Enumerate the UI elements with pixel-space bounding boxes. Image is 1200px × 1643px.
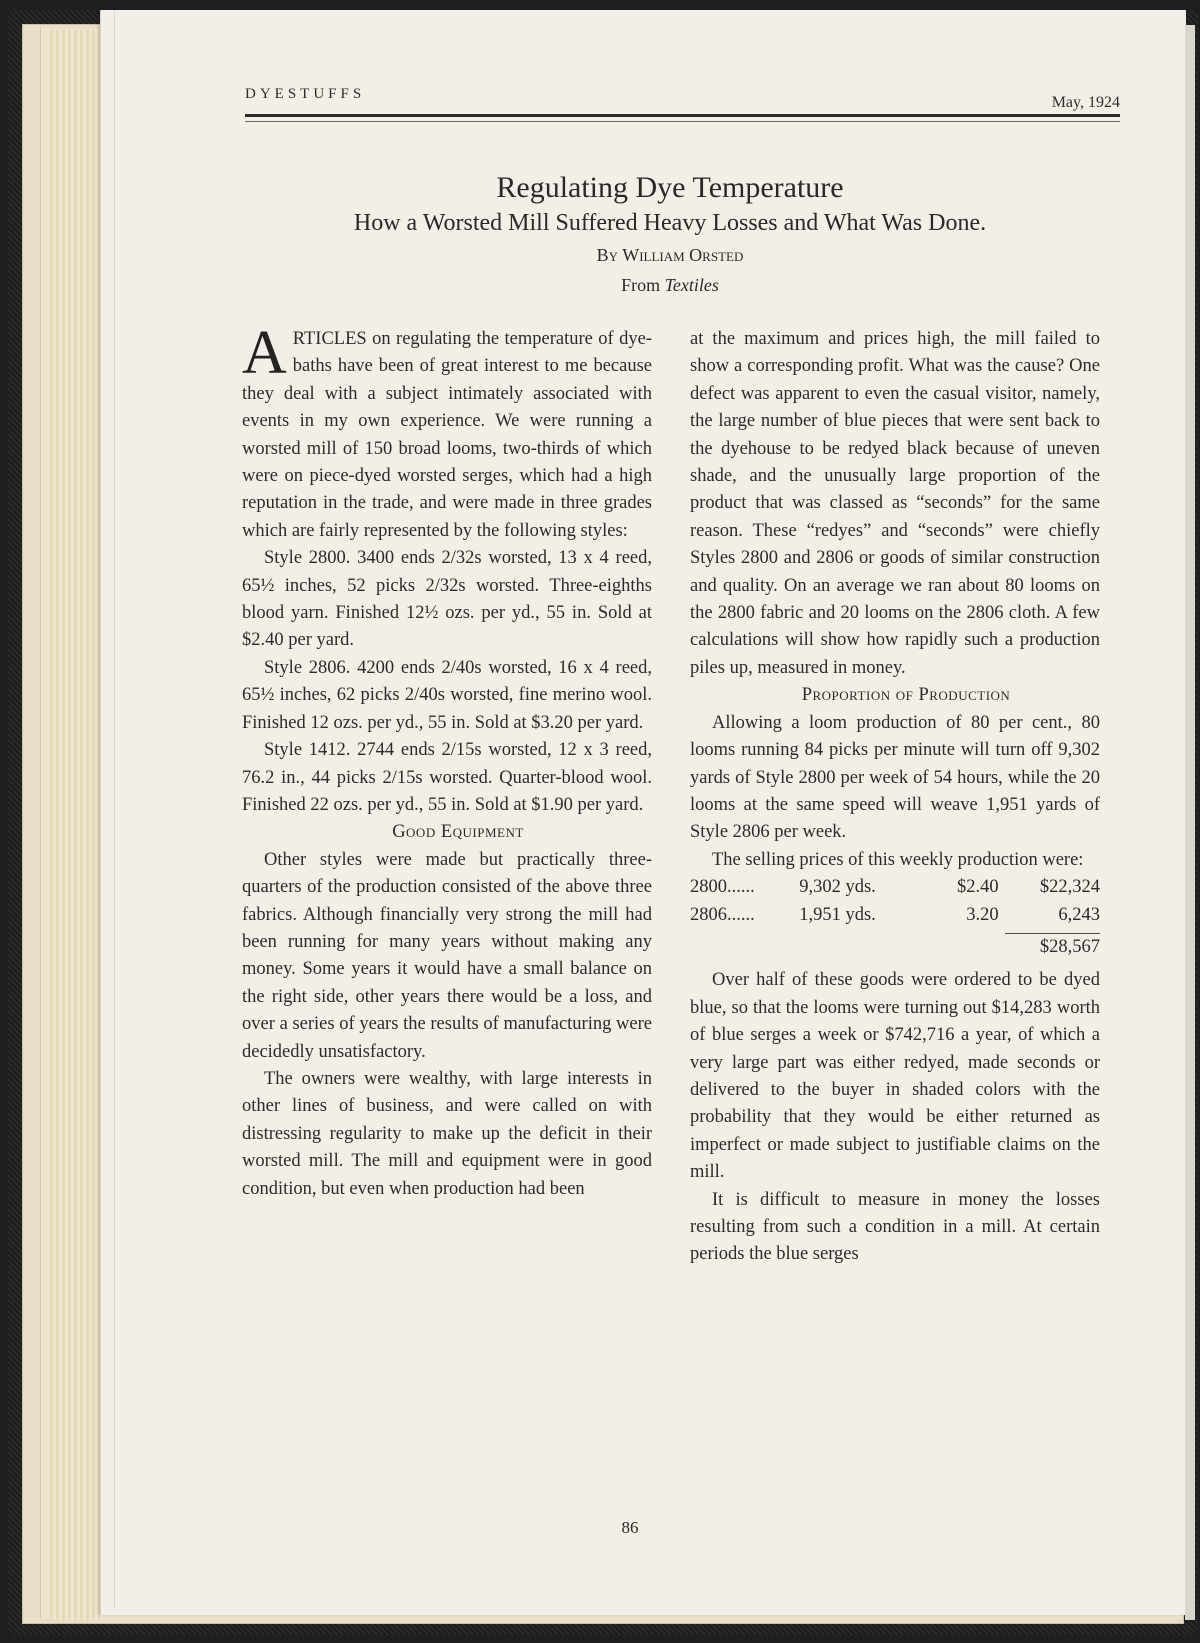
section-heading-good-equipment: Good Equipment [392, 822, 524, 843]
paragraph-intro [242, 319, 652, 545]
paragraph-over-half: Over half of these goods were ordered to be dyed blue, so that the looms were turning out $14,283 worth of blue serges a week or $742,716 a year, of which a very large part was either redyed, made seconds or delivered to the buyer in shaded colors with the probability that they would be either returned as imperfect or made subject to justifiable claims on the mill. [690, 970, 1100, 1183]
page-right-edge [1185, 25, 1195, 1620]
article-source [230, 272, 1110, 298]
section-heading-proportion: Proportion of Production [801, 685, 1011, 706]
paragraph-other-styles: Other styles were made but practically three-quarters of the production consisted of the above three fabrics. Although financially very strong the mill had been running for many years without making any money. Some years it would have a small balance on the right side, other years there would be a loss, and over a series of years the results of manufacturing were decidedly unsatisfactory. [242, 849, 652, 1062]
article-title: Regulating Dye Temperature [496, 171, 844, 204]
paragraph-owners: The owners were wealthy, with large interests in other lines of business, and were called on with distressing regularity to make up the deficit in their worsted mill. The mill and equipment were in good condition, but even when production had been [242, 1068, 652, 1199]
paragraph-style-2806: Style 2806. 4200 ends 2/40s worsted, 16 x 4 reed, 65½ inches, 62 picks 2/40s worsted, fine merino wool. Finished 12 ozs. per yd., 55 in. Sold at $3.20 per yard. [242, 657, 652, 733]
cell-amount: $22,324 [1039, 877, 1100, 898]
paragraph-difficult: It is difficult to measure in money the losses resulting from such a condition in a mill. At certain periods the blue serges [690, 1189, 1100, 1265]
page-edges [50, 30, 100, 1620]
paragraph-continued: at the maximum and prices high, the mill failed to show a corresponding profit. What was the cause? One defect was apparent to even the casual visitor, namely, the large number of blue pieces that were sent back to the dyehouse to be redyed black because of uneven shade, and the unusually large proportion of the product that was classed as “seconds” for the same reason. These “redyes” and “seconds” were chiefly Styles 2800 and 2806 or goods of similar construction and quality. On an average we ran about 80 looms on the 2800 fabric and 20 looms on the 2806 cloth. A few calculations will show how rapidly such a production piles up, measured in money. [690, 329, 1100, 678]
running-head [245, 86, 1120, 116]
article-subtitle: How a Worsted Mill Suffered Heavy Losses and What Was Done. [353, 210, 987, 236]
page-margin-line [114, 10, 115, 1610]
sales-total: $28,567 [1039, 936, 1100, 957]
header-rule-thin [245, 121, 1120, 122]
paragraph-selling: The selling prices of this weekly production were: [712, 849, 1084, 870]
cell-amount: 6,243 [1058, 904, 1100, 925]
table-row [690, 874, 1100, 901]
intro-text: RTICLES on regulating the temperature of dye-baths have been of great interest to me because they deal with a subject intimately associated with events in my own experience. We were running a worsted mill of 150 broad looms, two-thirds of which were on piece-dyed worsted serges, which had a high reputation in the trade, and were made in three grades which are fairly represented by the following styles: [242, 329, 652, 541]
header-rule-thick [245, 114, 1120, 117]
paragraph-allowing: Allowing a loom production of 80 per cent., 80 looms running 84 picks per minute will turn off 9,302 yards of Style 2800 per week of 54 hours, while the 20 looms at the same speed will weave 1,951 yards of Style 2806 per week. [690, 712, 1100, 843]
left-column [242, 319, 652, 1203]
cell-price: 3.20 [966, 904, 999, 925]
cell-style: 2806...... [690, 904, 755, 925]
publication-name: DYESTUFFS [245, 86, 366, 102]
paragraph-style-1412: Style 1412. 2744 ends 2/15s worsted, 12 x 3 reed, 76.2 in., 44 picks 2/15s worsted. Quarter-blood wool. Finished 22 ozs. per yd., 55 in. Sold at $1.90 per yard. [242, 740, 652, 815]
table-row [690, 902, 1100, 929]
paragraph-style-2800: Style 2800. 3400 ends 2/32s worsted, 13 x 4 reed, 65½ inches, 52 picks 2/32s worsted. Three-eighths blood yarn. Finished 12½ ozs. per yd., 55 in. Sold at $2.40 per yard. [242, 548, 652, 651]
article-byline: By William Orsted [596, 245, 744, 265]
cell-style: 2800...... [690, 877, 755, 898]
cell-price: $2.40 [956, 877, 999, 898]
source-prefix: From [621, 275, 661, 295]
sales-table [690, 874, 1100, 929]
source-name: Textiles [664, 275, 719, 295]
page-number: 86 [621, 1518, 639, 1537]
drop-cap: A [242, 319, 287, 387]
right-column [690, 326, 1100, 1269]
issue-date: May, 1924 [1051, 94, 1120, 111]
cell-yards: 9,302 yds. [799, 877, 876, 898]
cell-yards: 1,951 yds. [799, 904, 876, 925]
article-header [230, 170, 1110, 298]
